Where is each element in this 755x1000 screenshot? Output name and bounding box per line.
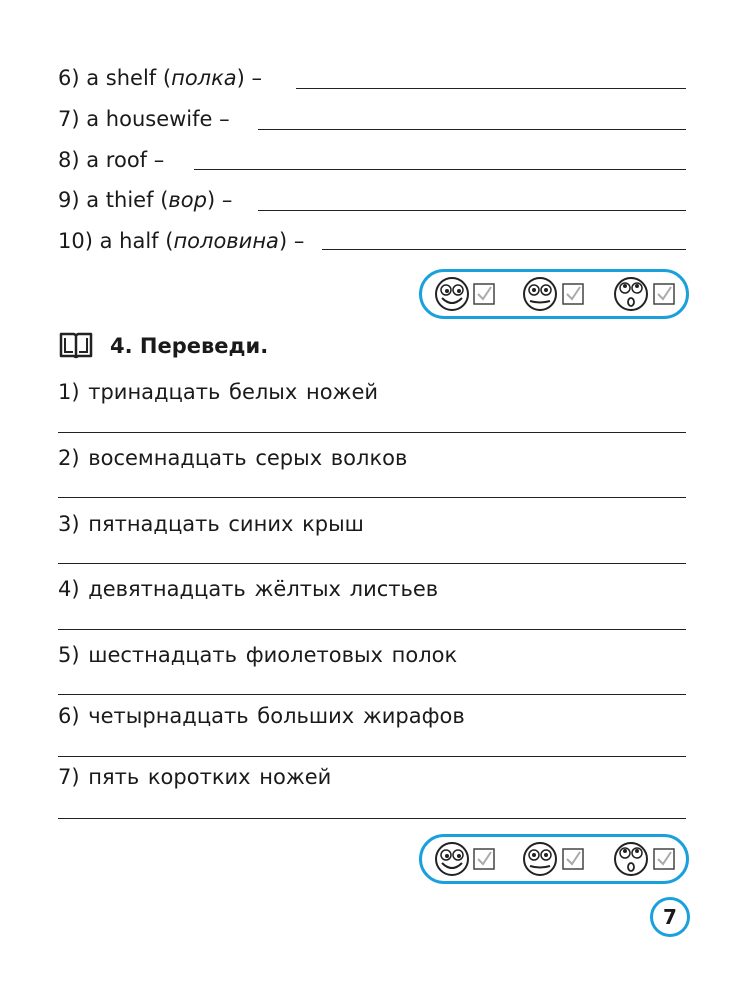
self-assessment-box <box>419 269 689 319</box>
answer-line[interactable] <box>58 694 686 695</box>
smiley-happy-icon[interactable] <box>436 278 468 310</box>
translation-item: 6) четырнадцать больших жирафов <box>58 704 465 728</box>
checkbox-icon[interactable] <box>654 284 674 304</box>
answer-line[interactable] <box>58 497 686 498</box>
translation-item: 3) пятнадцать синих крыш <box>58 512 364 536</box>
word-item <box>58 66 262 90</box>
answer-line[interactable] <box>296 88 686 89</box>
dash: – <box>251 66 263 90</box>
english-word: a housewife <box>86 107 213 131</box>
bracket: ( <box>160 188 169 212</box>
self-assessment-box <box>419 834 689 884</box>
answer-line[interactable] <box>258 210 686 211</box>
checkbox-icon[interactable] <box>654 849 674 869</box>
translation-item: 2) восемнадцать серых волков <box>58 446 408 470</box>
checkbox-icon[interactable] <box>474 284 494 304</box>
dash: – <box>221 188 233 212</box>
bracket: ( <box>165 229 174 253</box>
self-assessment-icons <box>422 837 686 881</box>
word-item <box>58 229 304 253</box>
answer-line[interactable] <box>58 563 686 564</box>
bracket: ) <box>206 188 216 212</box>
smiley-neutral-icon[interactable] <box>524 843 556 875</box>
item-number: 7) <box>58 107 80 131</box>
answer-line[interactable] <box>58 432 686 433</box>
item-number: 8) <box>58 148 80 172</box>
dash: – <box>219 107 230 131</box>
russian-hint: вор <box>168 188 207 212</box>
book-icon <box>58 330 94 360</box>
english-word: a half <box>99 229 159 253</box>
word-item <box>58 148 164 172</box>
russian-hint: половина <box>173 229 279 253</box>
answer-line[interactable] <box>258 129 686 130</box>
page-number: 7 <box>650 897 690 937</box>
english-word: a thief <box>86 188 154 212</box>
english-word: a shelf <box>86 66 157 90</box>
word-item <box>58 188 232 212</box>
translation-item: 4) девятнадцать жёлтых листьев <box>58 577 439 601</box>
dash: – <box>293 229 305 253</box>
item-number: 9) <box>58 188 80 212</box>
answer-line[interactable] <box>194 169 686 170</box>
word-item <box>58 107 230 131</box>
translation-item: 5) шестнадцать фиолетовых полок <box>58 643 458 667</box>
bracket: ) <box>236 66 245 90</box>
answer-line[interactable] <box>322 249 686 250</box>
bracket: ( <box>162 66 172 90</box>
russian-hint: полка <box>171 66 237 90</box>
smiley-neutral-icon[interactable] <box>524 278 556 310</box>
answer-line[interactable] <box>58 629 686 630</box>
checkbox-icon[interactable] <box>563 284 583 304</box>
self-assessment-icons <box>422 272 686 316</box>
translation-item: 1) тринадцать белых ножей <box>58 380 379 404</box>
english-word: a roof <box>86 148 148 172</box>
bracket: ) <box>278 229 288 253</box>
smiley-happy-icon[interactable] <box>436 843 468 875</box>
answer-line[interactable] <box>58 756 686 757</box>
translation-item: 7) пять коротких ножей <box>58 765 332 789</box>
exercise-heading: 4. Переведи. <box>110 334 269 358</box>
answer-line[interactable] <box>58 818 686 819</box>
smiley-surprised-icon[interactable] <box>615 843 647 875</box>
item-number: 6) <box>58 66 80 90</box>
checkbox-icon[interactable] <box>563 849 583 869</box>
checkbox-icon[interactable] <box>474 849 494 869</box>
item-number: 10) <box>58 229 93 253</box>
smiley-surprised-icon[interactable] <box>615 278 647 310</box>
dash: – <box>153 148 165 172</box>
